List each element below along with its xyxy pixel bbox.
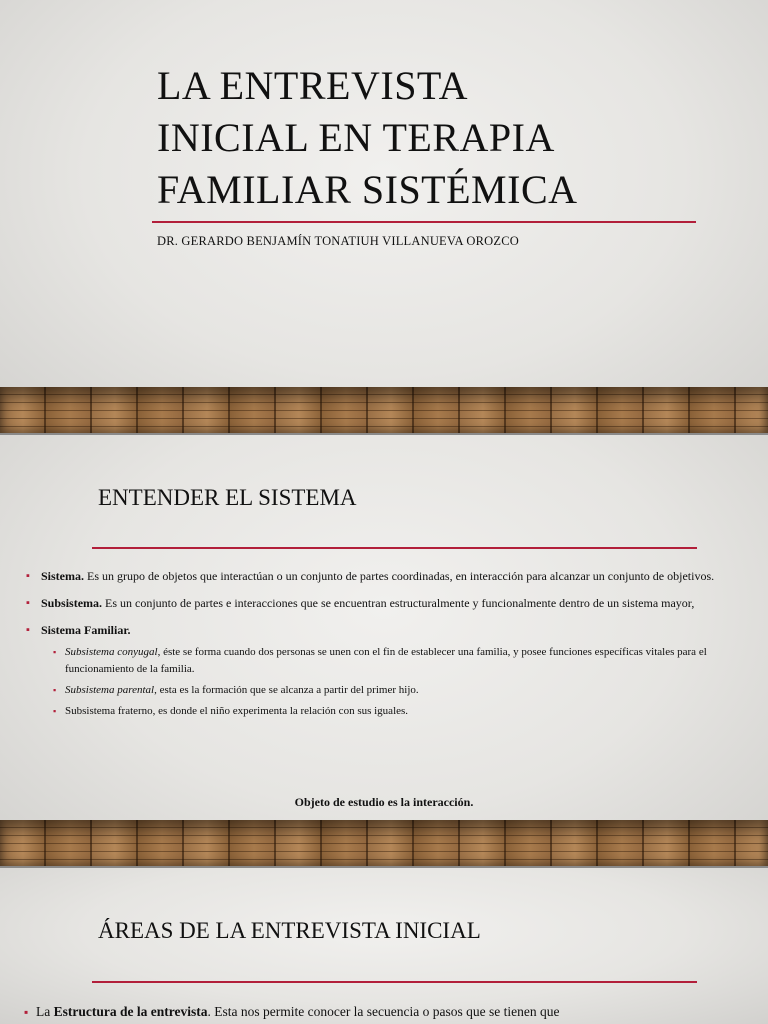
slide-heading: ÁREAS DE LA ENTREVISTA INICIAL: [98, 918, 481, 943]
list-item: [24, 621, 724, 720]
study-object-note: Objeto de estudio es la interacción.: [294, 795, 474, 809]
bullet-text: Subsistema fraterno, es donde el niño experimenta la relación con sus iguales.: [65, 705, 409, 717]
list-item: [53, 644, 724, 678]
list-item: [53, 703, 724, 720]
list-item: [24, 594, 724, 612]
heading-divider: [92, 547, 697, 549]
bullet-term: Sistema Familiar.: [41, 623, 131, 637]
wooden-floor-image: [0, 820, 768, 866]
title-line: FAMILIAR SISTÉMICA: [157, 167, 578, 212]
bullet-term: Subsistema.: [41, 596, 103, 610]
wooden-floor-image: [0, 387, 768, 433]
title-line: INICIAL EN TERAPIA: [157, 115, 555, 160]
list-item: [53, 682, 724, 699]
square-bullet-icon: ▪: [26, 624, 30, 636]
bullet-text: Es un grupo de objetos que interactúan o un conjunto de partes coordinadas, en interacción para alcanzar un conjunto de objetivos.: [84, 569, 715, 583]
bullet-text: Es un conjunto de partes e interacciones que se encuentran estructuralmente y funcionalmente dentro de un sistema mayor,: [102, 596, 695, 610]
square-bullet-icon: ▪: [53, 685, 57, 695]
bullet-term: Estructura de la entrevista: [53, 1004, 208, 1019]
title-slide: [0, 0, 768, 433]
slide-subtitle: DR. GERARDO BENJAMÍN TONATIUH VILLANUEVA OROZCO: [157, 234, 519, 248]
bullet-term: Sistema.: [41, 569, 84, 583]
heading-divider: [92, 981, 697, 983]
bullet-text: . Esta nos permite conocer la secuencia o pasos que se tienen que: [207, 1004, 560, 1019]
square-bullet-icon: ▪: [53, 647, 57, 657]
bullet-list: [24, 567, 724, 729]
bullet-text: , esta es la formación que se alcanza a partir del primer hijo.: [154, 684, 419, 696]
square-bullet-icon: ▪: [53, 706, 57, 716]
title-line: LA ENTREVISTA: [157, 63, 469, 108]
square-bullet-icon: ▪: [26, 570, 30, 582]
sub-bullet-list: [53, 644, 724, 720]
slide-title: [157, 60, 717, 216]
bullet-term: Subsistema parental: [65, 684, 155, 696]
square-bullet-icon: ▪: [24, 1005, 29, 1019]
bullet-term: Subsistema conyugal: [65, 646, 158, 658]
square-bullet-icon: ▪: [26, 597, 30, 609]
slide-heading: ENTENDER EL SISTEMA: [98, 485, 357, 510]
list-item: [24, 1003, 766, 1021]
content-slide-areas: [0, 868, 768, 1024]
title-divider: [152, 221, 696, 223]
list-item: [24, 567, 724, 585]
bullet-text: , éste se forma cuando dos personas se unen con el fin de establecer una familia, y posee funciones específicas vitales para el funcionamiento de la familia.: [65, 646, 707, 675]
content-slide-system: [0, 435, 768, 866]
bullet-prefix: La: [36, 1004, 54, 1019]
